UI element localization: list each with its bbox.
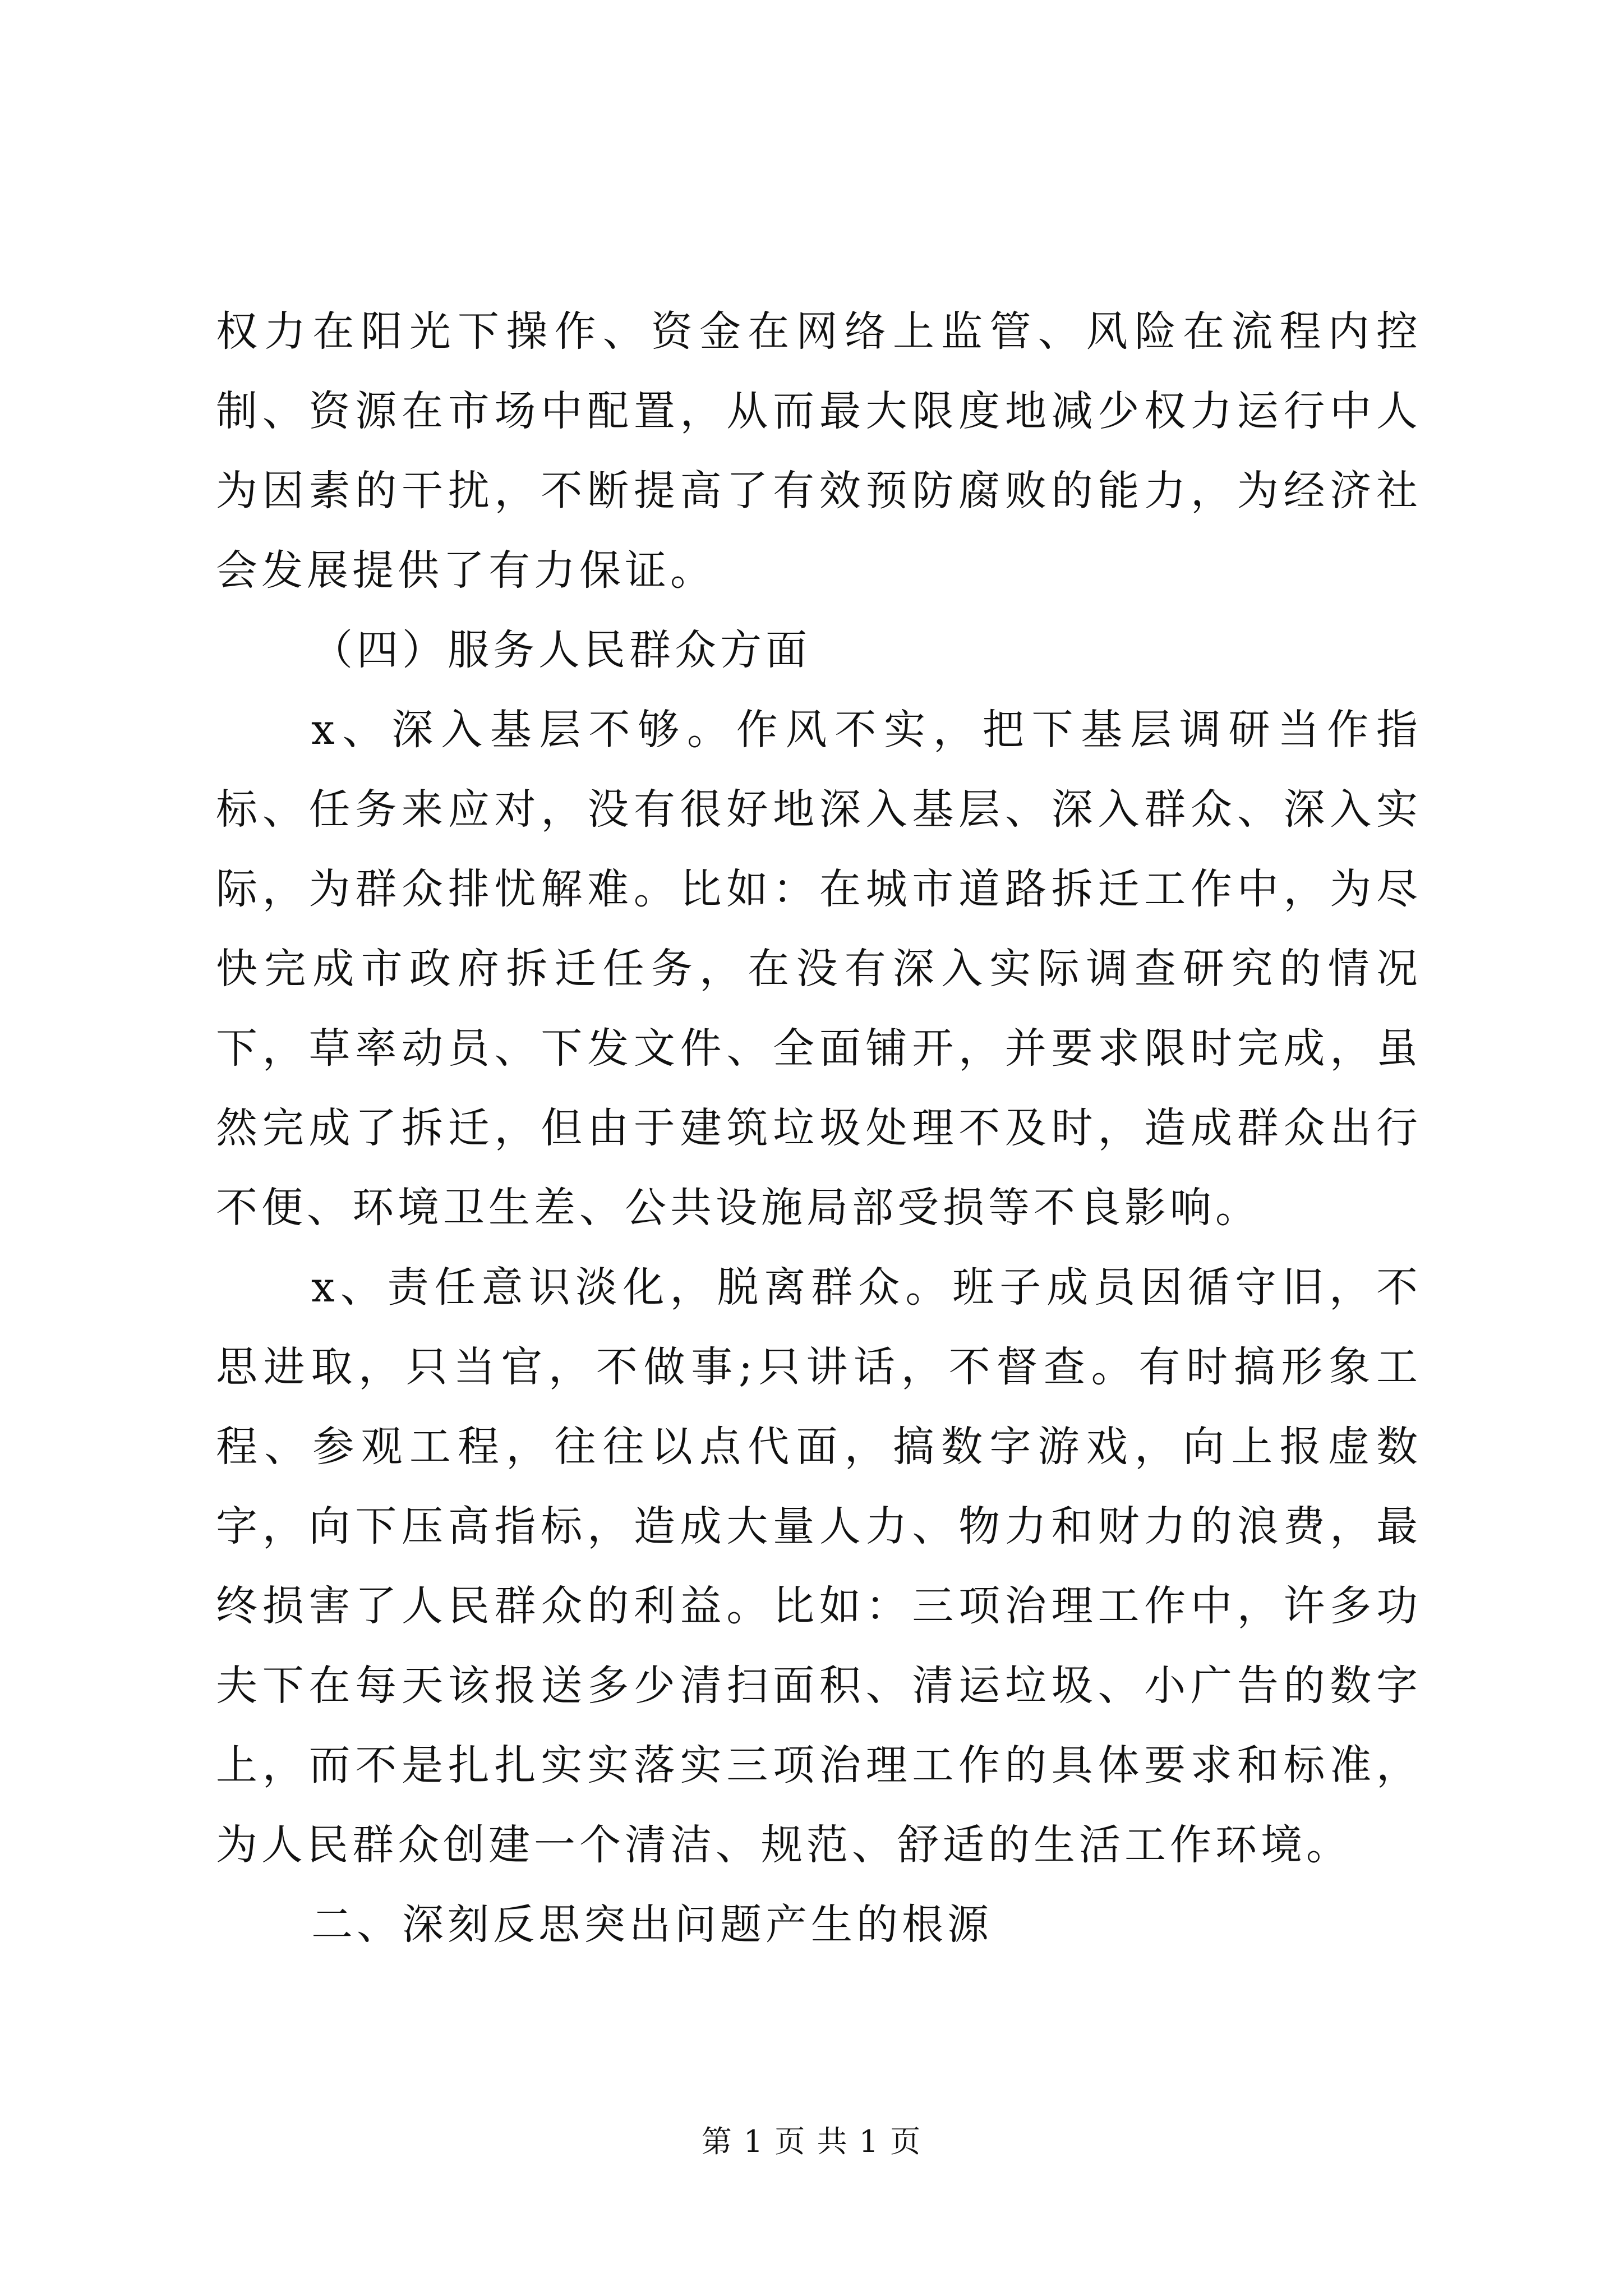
document-body — [216, 292, 1422, 1964]
paragraph-continuation: 权力在阳光下操作、资金在网络上监管、风险在流程内控制、资源在市场中配置，从而最大限度地减少权力运行中人为因素的干扰，不断提高了有效预防腐败的能力，为经济社会发展提供了有力保证。 — [216, 307, 1422, 595]
paragraph-grassroots: x、深入基层不够。作风不实，把下基层调研当作指标、任务来应对，没有很好地深入基层、深入群众、深入实际，为群众排忧解难。比如：在城市道路拆迁工作中，为尽快完成市政府拆迁任务，在没有深入实际调查研究的情况下，草率动员、下发文件、全面铺开，并要求限时完成，虽然完成了拆迁，但由于建筑垃圾处理不及时，造成群众出行不便、环境卫生差、公共设施局部受损等不良影响。 — [216, 706, 1422, 1232]
page-footer: 第 1 页 共 1 页 — [701, 2124, 922, 2159]
section-heading-reflection: 二、深刻反思突出问题产生的根源 — [311, 1901, 993, 1949]
section-heading-service: （四）服务人民群众方面 — [311, 626, 811, 674]
paragraph-responsibility: x、责任意识淡化，脱离群众。班子成员因循守旧，不思进取，只当官，不做事;只讲话，不督查。有时搞形象工程、参观工程，往往以点代面，搞数字游戏，向上报虚数字，向下压高指标，造成大量人力、物力和财力的浪费，最终损害了人民群众的利益。比如：三项治理工作中，许多功夫下在每天该报送多少清扫面积、清运垃圾、小广告的数字上，而不是扎扎实实落实三项治理工作的具体要求和标准，为人民群众创建一个清洁、规范、舒适的生活工作环境。 — [216, 1263, 1422, 1869]
